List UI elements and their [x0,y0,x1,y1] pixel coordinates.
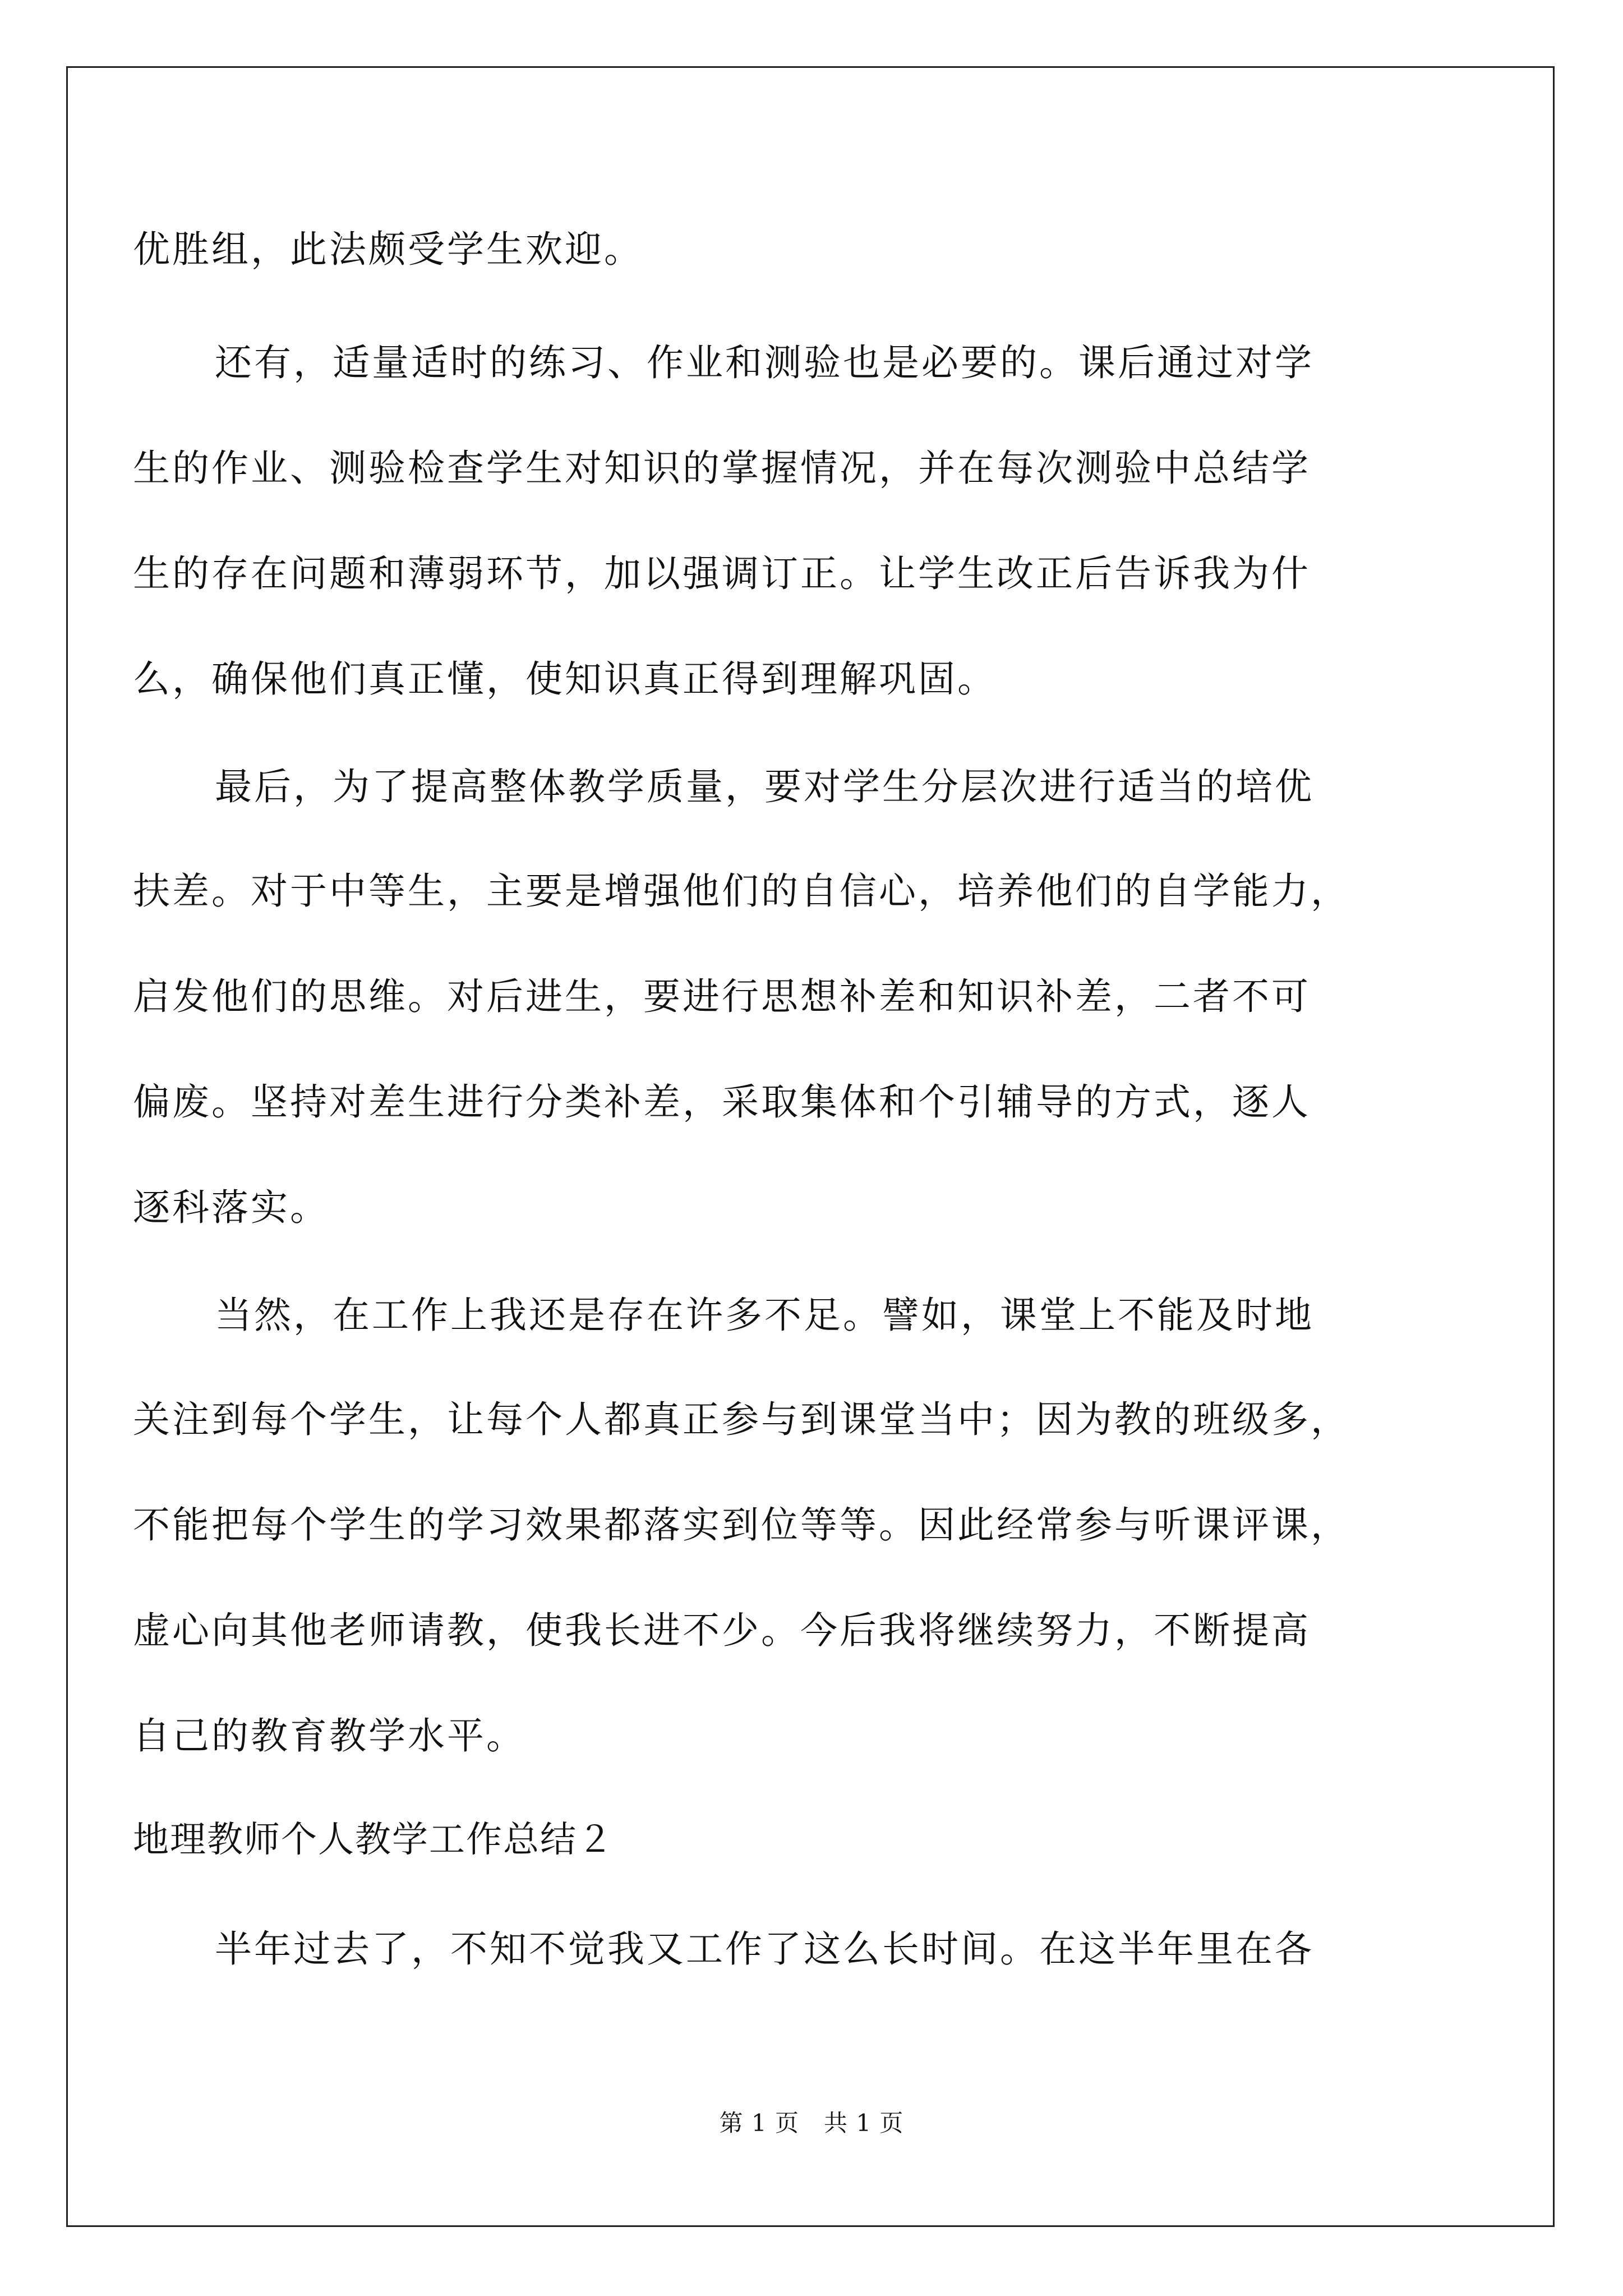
text-line: 优胜组，此法颇受学生欢迎。 [133,228,643,271]
paragraph-start: 当然，在工作上我还是存在许多不足。譬如，课堂上不能及时地 [215,1294,1314,1337]
page-total: 共 1 页 [824,2109,904,2137]
paragraph-start: 还有，适量适时的练习、作业和测验也是必要的。课后通过对学 [215,341,1314,384]
text-line: 偏废。坚持对差生进行分类补差，采取集体和个引辅导的方式，逐人 [133,1080,1311,1124]
paragraph-start: 半年过去了，不知不觉我又工作了这么长时间。在这半年里在各 [215,1927,1314,1971]
paragraph-start: 最后，为了提高整体教学质量，要对学生分层次进行适当的培优 [215,765,1314,808]
text-line: 逐科落实。 [133,1186,329,1229]
text-line: 生的存在问题和薄弱环节，加以强调订正。让学生改正后告诉我为什 [133,552,1311,595]
section-heading: 地理教师个人教学工作总结２ [133,1819,614,1861]
text-line: 么，确保他们真正懂，使知识真正得到理解巩固。 [133,657,997,701]
text-line: 启发他们的思维。对后进生，要进行思想补差和知识补差，二者不可 [133,975,1311,1018]
text-line: 不能把每个学生的学习效果都落实到位等等。因此经常参与听课评课， [133,1503,1350,1547]
text-line: 扶差。对于中等生，主要是增强他们的自信心，培养他们的自学能力， [133,869,1350,913]
page-footer [0,2106,1623,2140]
page-number: 第 1 页 [719,2109,799,2137]
text-line: 关注到每个学生，让每个人都真正参与到课堂当中；因为教的班级多， [133,1398,1350,1441]
text-line: 生的作业、测验检查学生对知识的掌握情况，并在每次测验中总结学 [133,447,1311,490]
text-line: 自己的教育教学水平。 [133,1714,525,1757]
text-line: 虚心向其他老师请教，使我长进不少。今后我将继续努力，不断提高 [133,1609,1311,1652]
